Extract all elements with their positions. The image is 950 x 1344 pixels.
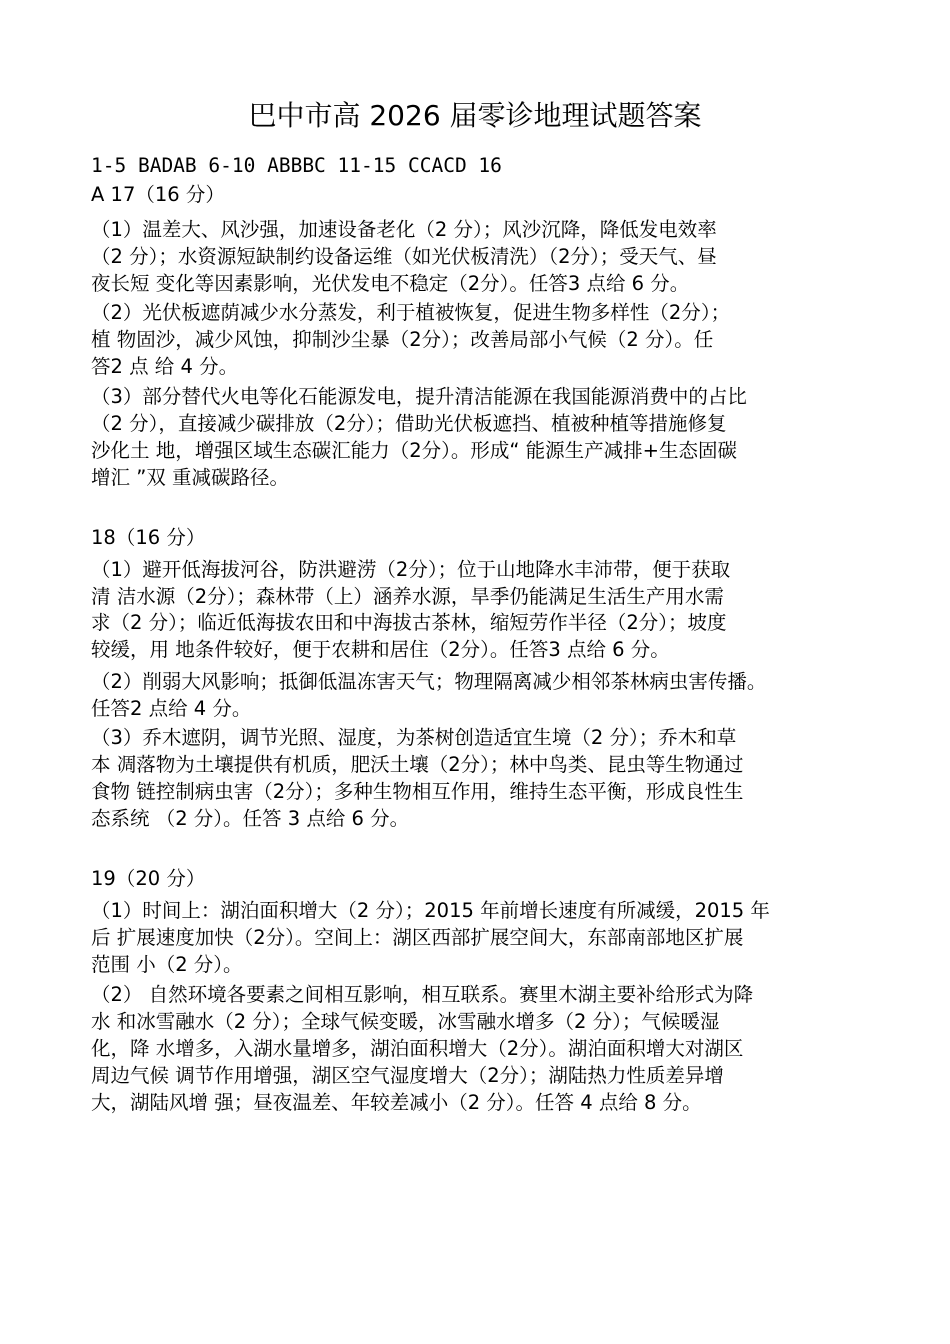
- q18-part1-line: （1）避开低海拔河谷，防洪避涝（2分）；位于山地降水丰沛带，便于获取: [91, 558, 731, 581]
- q18-part1-line: 清 洁水源（2分）；森林带（上）涵养水源，旱季仍能满足生活生产用水需: [91, 585, 724, 608]
- q17-part2-line: 答2 点 给 4 分。: [91, 355, 239, 378]
- q19-part1-line: 后 扩展速度加快（2分）。空间上：湖区西部扩展空间大，东部南部地区扩展: [91, 926, 744, 949]
- q19-part2-line: 化，降 水增多，入湖水量增多，湖泊面积增大（2分）。湖泊面积增大对湖区: [91, 1037, 744, 1060]
- q19-heading: 19（20 分）: [91, 867, 206, 890]
- q19-part1-line: 范围 小（2 分）。: [91, 953, 243, 976]
- q19-part2-line: 周边气候 调节作用增强，湖区空气湿度增大（2分）；湖陆热力性质差异增: [91, 1064, 724, 1087]
- q17-part1-line: （1）温差大、风沙强，加速设备老化（2 分）；风沙沉降，降低发电效率: [91, 218, 717, 241]
- q17-part1-line: （2 分）；水资源短缺制约设备运维（如光伏板清洗）（2分）；受天气、昼: [91, 245, 717, 268]
- answer-key-line: 1-5 BADAB 6-10 ABBBC 11-15 CCACD 16: [91, 154, 502, 177]
- q19-part2-line: 大，湖陆风增 强；昼夜温差、年较差减小（2 分）。任答 4 点给 8 分。: [91, 1091, 702, 1114]
- q18-heading: 18（16 分）: [91, 526, 206, 549]
- q18-part3-line: （3）乔木遮阴，调节光照、湿度，为茶树创造适宜生境（2 分）；乔木和草: [91, 726, 737, 749]
- q17-heading: A 17（16 分）: [91, 183, 225, 206]
- q17-part3-line: （3）部分替代火电等化石能源发电，提升清洁能源在我国能源消费中的占比: [91, 385, 747, 408]
- q17-part2-line: （2）光伏板遮荫减少水分蒸发，利于植被恢复，促进生物多样性（2分）；: [91, 301, 731, 324]
- q18-part2-line: （2）削弱大风影响；抵御低温冻害天气；物理隔离减少相邻茶林病虫害传播。: [91, 670, 767, 693]
- q17-part1-line: 夜长短 变化等因素影响，光伏发电不稳定（2分）。任答3 点给 6 分。: [91, 272, 690, 295]
- q18-part3-line: 本 凋落物为土壤提供有机质，肥沃土壤（2分）；林中鸟类、昆虫等生物通过: [91, 753, 744, 776]
- q18-part3-line: 态系统 （2 分）。任答 3 点给 6 分。: [91, 807, 410, 830]
- q19-part2-line: （2） 自然环境各要素之间相互影响，相互联系。赛里木湖主要补给形式为降: [91, 983, 754, 1006]
- q17-part3-line: 增汇 ”双 重减碳路径。: [91, 466, 289, 489]
- q18-part1-line: 较缓，用 地条件较好，便于农耕和居住（2分）。任答3 点给 6 分。: [91, 638, 670, 661]
- q18-part1-line: 求（2 分）；临近低海拔农田和中海拔古茶林，缩短劳作半径（2分）；坡度: [91, 611, 727, 634]
- page-title: 巴中市高 2026 届零诊地理试题答案: [248, 99, 702, 132]
- q18-part3-line: 食物 链控制病虫害（2分）；多种生物相互作用，维持生态平衡，形成良性生: [91, 780, 744, 803]
- q17-part3-line: （2 分），直接减少碳排放（2分）；借助光伏板遮挡、植被种植等措施修复: [91, 412, 727, 435]
- q18-part2-line: 任答2 点给 4 分。: [91, 697, 252, 720]
- q19-part1-line: （1）时间上：湖泊面积增大（2 分）；2015 年前增长速度有所减缓，2015 年: [91, 899, 770, 922]
- q17-part2-line: 植 物固沙，减少风蚀，抑制沙尘暴（2分）；改善局部小气候（2 分）。任: [91, 328, 714, 351]
- q17-part3-line: 沙化土 地，增强区域生态碳汇能力（2分）。形成“ 能源生产减排+生态固碳: [91, 439, 737, 462]
- q19-part2-line: 水 和冰雪融水（2 分）；全球气候变暖，冰雪融水增多（2 分）；气候暖湿: [91, 1010, 720, 1033]
